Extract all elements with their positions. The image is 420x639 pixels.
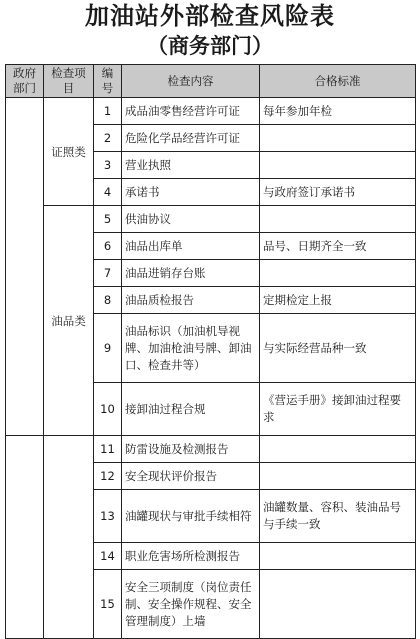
row-content: 安全三项制度（岗位责任制、安全操作规程、安全管理制度）上墙 xyxy=(122,570,260,639)
table-header-row xyxy=(6,65,416,98)
row-content: 承诺书 xyxy=(122,179,260,206)
table-row xyxy=(6,98,416,125)
row-number: 14 xyxy=(94,543,122,570)
row-standard: 《营运手册》接卸油过程要求 xyxy=(260,383,416,436)
row-content: 油品质检报告 xyxy=(122,287,260,314)
row-content: 油罐现状与审批手续相符 xyxy=(122,490,260,543)
row-standard: 油罐数量、容积、装油品号与手续一致 xyxy=(260,490,416,543)
row-standard: 每年参加年检 xyxy=(260,98,416,125)
row-content: 接卸油过程合规 xyxy=(122,383,260,436)
category-cell: 油品类 xyxy=(44,206,94,436)
row-number: 11 xyxy=(94,436,122,463)
row-number: 13 xyxy=(94,490,122,543)
row-standard xyxy=(260,260,416,287)
row-content: 油品标识（加油机导视牌、加油枪油号牌、卸油口、检查井等） xyxy=(122,314,260,383)
row-standard xyxy=(260,436,416,463)
row-number: 10 xyxy=(94,383,122,436)
row-content: 危险化学品经营许可证 xyxy=(122,125,260,152)
row-number: 3 xyxy=(94,152,122,179)
table-row xyxy=(6,206,416,233)
risk-table xyxy=(5,64,416,639)
header-dept: 政府部门 xyxy=(6,65,44,98)
row-content: 油品出库单 xyxy=(122,233,260,260)
row-number: 8 xyxy=(94,287,122,314)
row-number: 1 xyxy=(94,98,122,125)
row-number: 15 xyxy=(94,570,122,639)
row-content: 营业执照 xyxy=(122,152,260,179)
row-standard xyxy=(260,543,416,570)
row-standard: 品号、日期齐全一致 xyxy=(260,233,416,260)
row-content: 职业危害场所检测报告 xyxy=(122,543,260,570)
header-content: 检查内容 xyxy=(122,65,260,98)
row-number: 9 xyxy=(94,314,122,383)
header-category: 检查项目 xyxy=(44,65,94,98)
row-standard: 与实际经营品种一致 xyxy=(260,314,416,383)
page-title: 加油站外部检查风险表 xyxy=(85,2,335,30)
row-number: 5 xyxy=(94,206,122,233)
dept-cell xyxy=(6,98,44,436)
row-content: 油品进销存台账 xyxy=(122,260,260,287)
row-standard xyxy=(260,125,416,152)
row-standard xyxy=(260,463,416,490)
row-content: 安全现状评价报告 xyxy=(122,463,260,490)
header-number: 编号 xyxy=(94,65,122,98)
row-number: 4 xyxy=(94,179,122,206)
row-standard: 定期检定上报 xyxy=(260,287,416,314)
row-number: 7 xyxy=(94,260,122,287)
header-standard: 合格标准 xyxy=(260,65,416,98)
page-subtitle: （商务部门） xyxy=(147,34,273,58)
row-standard xyxy=(260,570,416,639)
row-content: 成品油零售经营许可证 xyxy=(122,98,260,125)
row-number: 6 xyxy=(94,233,122,260)
category-cell: 证照类 xyxy=(44,98,94,206)
row-number: 2 xyxy=(94,125,122,152)
row-standard xyxy=(260,152,416,179)
category-cell xyxy=(44,436,94,639)
table-row xyxy=(6,436,416,463)
row-standard: 与政府签订承诺书 xyxy=(260,179,416,206)
dept-cell xyxy=(6,436,44,639)
row-number: 12 xyxy=(94,463,122,490)
row-content: 供油协议 xyxy=(122,206,260,233)
row-content: 防雷设施及检测报告 xyxy=(122,436,260,463)
row-standard xyxy=(260,206,416,233)
